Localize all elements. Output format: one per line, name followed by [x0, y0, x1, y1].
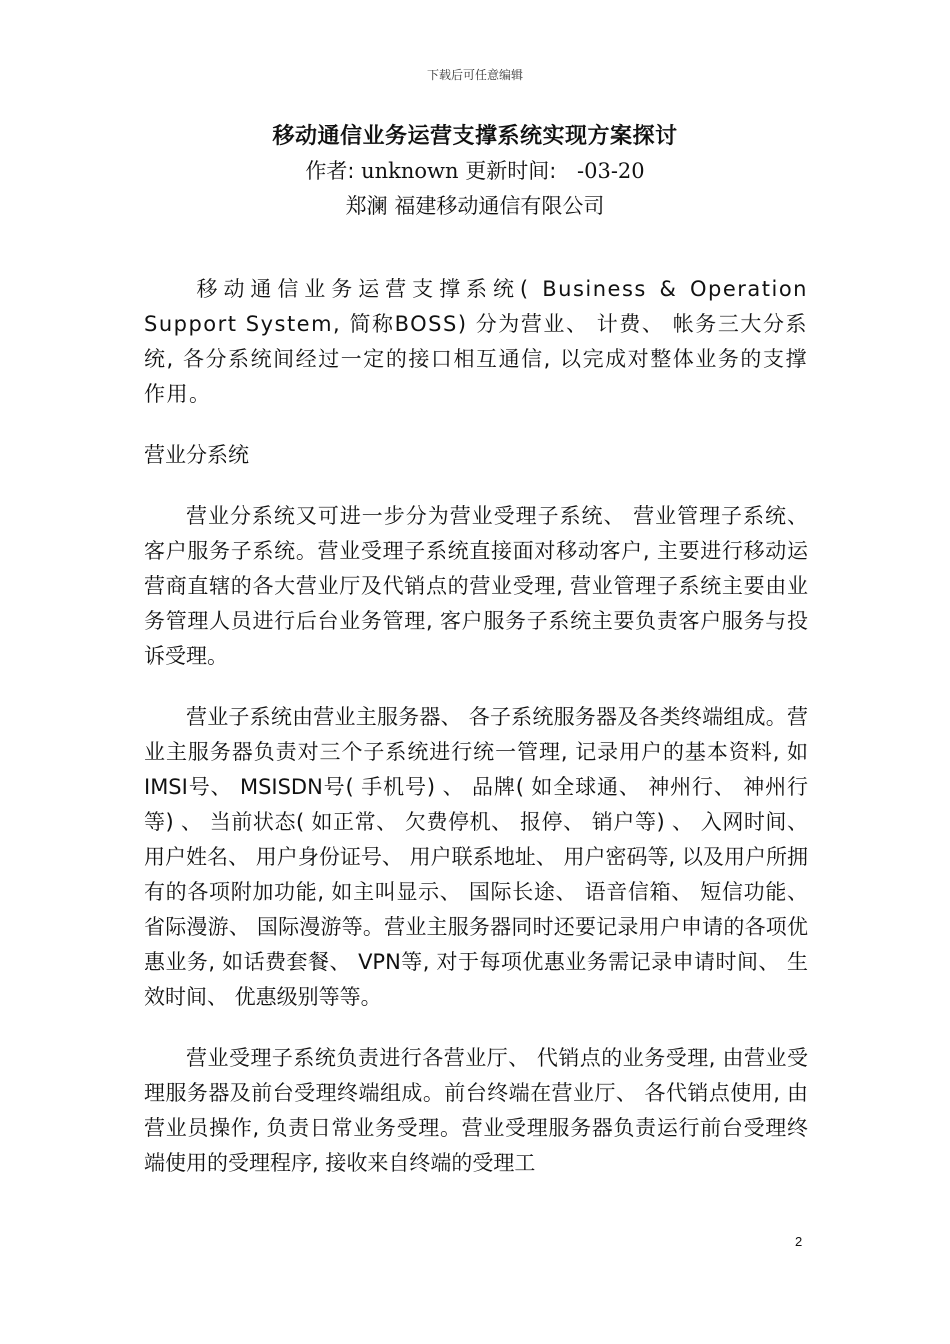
updated-value: -03-20 — [577, 159, 645, 183]
title-block — [0, 120, 950, 224]
author-value: unknown — [361, 159, 459, 183]
document-title: 移动通信业务运营支撑系统实现方案探讨 — [272, 124, 678, 149]
author-label: 作者: — [305, 159, 355, 183]
section-heading: 营业分系统 — [144, 443, 249, 467]
body-paragraph: 营业分系统又可进一步分为营业受理子系统、 营业管理子系统、 客户服务子系统。营业受理子系统直接面对移动客户, 主要进行移动运营商直辖的各大营业厅及代销点的营业受理, 营业管理子系统主要由业务管理人员进行后台业务管理, 客户服务子系统主要负责客户服务与投诉受理。 — [144, 504, 808, 668]
author-affiliation: 郑澜 福建移动通信有限公司 — [345, 194, 605, 218]
body-paragraph: 营业子系统由营业主服务器、 各子系统服务器及各类终端组成。营业主服务器负责对三个子系统进行统一管理, 记录用户的基本资料, 如IMSI号、 MSISDN号( 手机号) 、 品牌( 如全球通、 神州行、 神州行 等) 、 当前状态( 如正常、 欠费停机、 报停、 销户等) 、 入网时间、 用户姓名、 用户身份证号、 用户联系地址、 用户密码等, 以及用户所拥有的各项附加功能, 如主叫显示、 国际长途、 语音信箱、 短信功能、 省际漫游、 国际漫游等。营业主服务器同时还要记录用户申请的各项优惠业务, 如话费套餐、 VPN等, 对于每项优惠业务需记录申请时间、 生效时间、 优惠级别等等。 — [144, 705, 808, 1009]
header-note: 下载后可任意编辑 — [426, 68, 523, 82]
updated-label: 更新时间: — [465, 159, 557, 183]
body-paragraph: 营业受理子系统负责进行各营业厅、 代销点的业务受理, 由营业受理服务器及前台受理终端组成。前台终端在营业厅、 各代销点使用, 由营业员操作, 负责日常业务受理。营业受理服务器负责运行前台受理终端使用的受理程序, 接收来自终端的受理工 — [144, 1046, 808, 1175]
document-meta — [0, 154, 950, 188]
page-number: 2 — [795, 1234, 803, 1249]
document-body — [144, 272, 808, 1207]
intro-paragraph: 移动通信业务运营支撑系统( Business & Operation Support System, 简称BOSS) 分为营业、 计费、 帐务三大分系统, 各分系统间经过一定的接口相互通信, 以完成对整体业务的支撑作用。 — [144, 277, 808, 406]
